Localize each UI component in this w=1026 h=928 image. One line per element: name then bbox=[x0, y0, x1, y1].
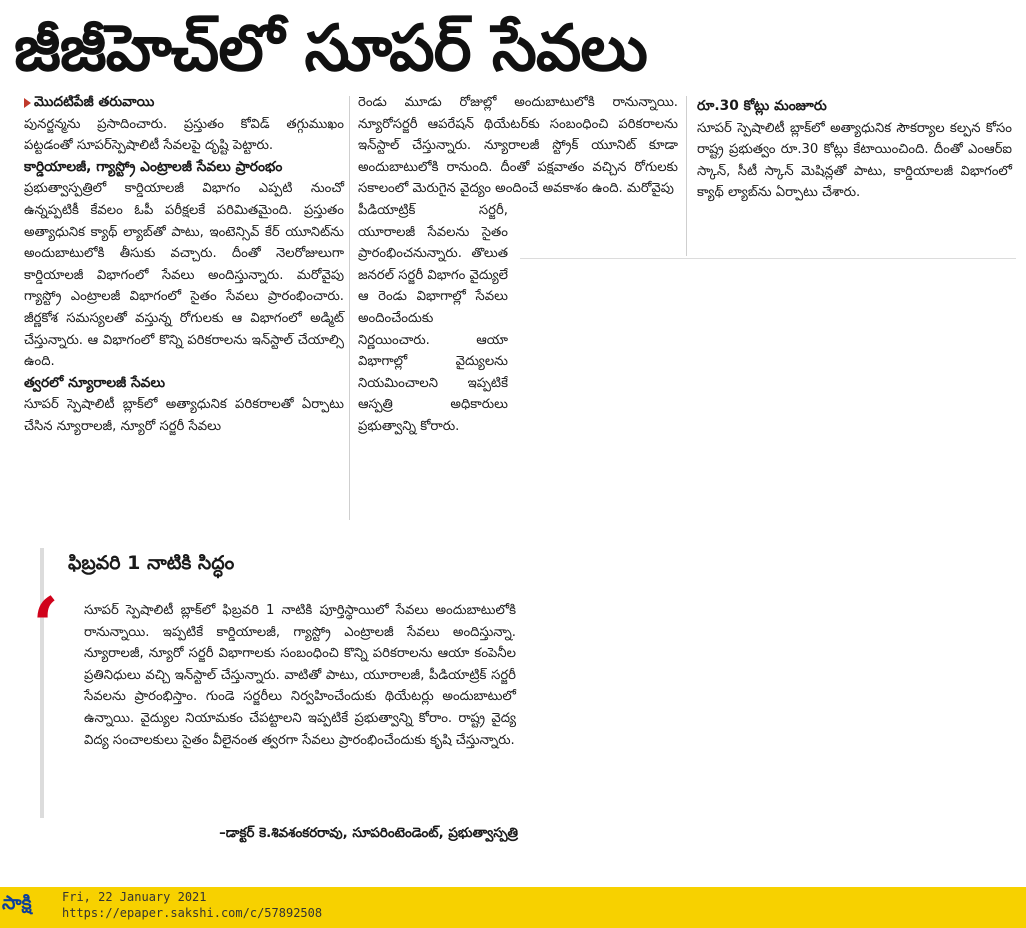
article-column-2 bbox=[358, 92, 678, 438]
headline: జీజీహెచ్‌లో సూపర్ సేవలు bbox=[14, 12, 647, 86]
article-column-1 bbox=[24, 92, 344, 438]
article-column-3 bbox=[697, 96, 1012, 204]
paragraph: రెండు మూడు రోజుల్లో అందుబాటులోకి రానున్నాయి. న్యూరోసర్జరీ ఆపరేషన్ థియేటర్‌కు సంబంధించి పరికరాలను ఇన్‌స్టాల్ చేస్తున్నారు. న్యూరాలజీ స్ట్రోక్ యూనిట్ కూడా అందుబాటులోకి రానుంది. దీంతో పక్షవాతం వచ్చిన రోగులకు సకాలంలో మెరుగైన వైద్యం అందించే అవకాశం ఉంది. మరోవైపు bbox=[358, 95, 678, 197]
quote-title: ఫిబ్రవరి 1 నాటికి సిద్ధం bbox=[68, 552, 235, 574]
subheading: రూ.30 కోట్లు మంజూరు bbox=[697, 98, 827, 114]
footer-date: Fri, 22 January 2021 bbox=[62, 890, 207, 904]
quote-body bbox=[84, 600, 516, 751]
paragraph: పీడియాట్రిక్ సర్జరీ, యూరాలజీ సేవలను సైతం ప్రారంభించనున్నారు. తొలుత జనరల్ సర్జరీ విభాగం వైద్యులే ఆ రెండు విభాగాల్లో సేవలు అందించేందుకు నిర్ణయించారు. ఆయా విభాగాల్లో వైద్యులను నియమించాలని ఇప్పటికే ఆస్పత్రి అధికారులు ప్రభుత్వాన్ని కోరారు. bbox=[358, 202, 508, 434]
paragraph: సూపర్ స్పెషాలిటీ బ్లాక్‌లో అత్యాధునిక పరికరాలతో ఏర్పాటు చేసిన న్యూరాలజీ, న్యూరో సర్జరీ సేవలు bbox=[24, 397, 344, 434]
sakshi-logo: సాక్షి bbox=[2, 892, 32, 914]
quote-text: సూపర్ స్పెషాలిటీ బ్లాక్‌లో ఫిబ్రవరి 1 నాటికి పూర్తిస్థాయిలో సేవలు అందుబాటులోకి రానున్నాయి. ఇప్పటికే కార్డియాలజీ, గ్యాస్ట్రో ఎంట్రాలజీ సేవలు అందిస్తున్నా. న్యూరాలజీ, న్యూరో సర్జరీ విభాగాలకు సంబంధించి కొన్ని పరికరాలను ఆయా కంపెనీల ప్రతినిధులు వచ్చి ఇన్‌స్టాల్ చేస్తున్నారు. వాటితో పాటు, యూరాలజీ, పీడియాట్రిక్ సర్జరీ సేవలను ప్రారంభిస్తాం. గుండె సర్జరీలు నిర్వహించేందుకు థియేటర్లు అందుబాటులో ఉన్నాయి. వైద్యుల నియామకం చేపట్టాలని ఇప్పటికే ప్రభుత్వాన్ని కోరాం. రాష్ట్ర వైద్య విద్య సంచాలకులు సైతం వీలైనంత త్వరగా సేవలు ప్రారంభించేందుకు కృషి చేస్తున్నారు. bbox=[84, 603, 516, 748]
column-divider bbox=[349, 96, 350, 520]
paragraph: సూపర్ స్పెషాలిటీ బ్లాక్‌లో అత్యాధునిక సౌకర్యాల కల్పన కోసం రాష్ట్ర ప్రభుత్వం రూ.30 కోట్లు కేటాయించింది. దీంతో ఎంఆర్‌ఐ స్కాన్, సీటీ స్కాన్ మెషిన్లతో పాటు, కార్డియాలజీ విభాగంలో క్యాథ్ ల్యాబ్‌ను ఏర్పాటు చేశారు. bbox=[697, 120, 1012, 201]
subheading: కార్డియాలజీ, గ్యాస్ట్రో ఎంట్రాలజీ సేవలు ప్రారంభం bbox=[24, 158, 283, 175]
continued-label bbox=[24, 92, 344, 114]
triangle-icon bbox=[24, 98, 31, 108]
footer-url[interactable]: https://epaper.sakshi.com/c/57892508 bbox=[62, 906, 323, 920]
quote-signature: –డాక్టర్ కె.శివశంకరరావు, సూపరింటెండెంట్, ప్రభుత్వాస్పత్రి bbox=[219, 826, 518, 841]
subheading: త్వరలో న్యూరాలజీ సేవలు bbox=[24, 374, 166, 391]
quote-mark-icon: ‘ bbox=[32, 581, 60, 672]
paragraph: ప్రభుత్వాస్పత్రిలో కార్డియాలజీ విభాగం ఎప్పటి నుంచో ఉన్నప్పటికీ కేవలం ఓపీ పరీక్షలకే పరిమితమైంది. ప్రస్తుతం అత్యాధునిక క్యాథ్ ల్యాబ్‌తో పాటు, ఇంటెన్సివ్ కేర్ యూనిట్‌ను అందుబాటులోకి తీసుకు వచ్చారు. దీంతో నెలరోజులుగా కార్డియాలజీ విభాగంలో సేవలు అందిస్తున్నారు. మరోవైపు గ్యాస్ట్రో ఎంట్రాలజీ విభాగంలో సైతం సేవలు ప్రారంభించారు. జీర్ణకోశ సమస్యలతో వస్తున్న రోగులకు ఆ విభాగంలో అడ్మిట్ చేస్తున్నారు. ఆ విభాగంలో కొన్ని పరికరాలను ఇన్‌స్టాల్ చేయాల్సి ఉంది. bbox=[24, 181, 344, 370]
paragraph: పునర్జన్మను ప్రసాదించారు. ప్రస్తుతం కోవిడ్ తగ్గుముఖం పట్టడంతో సూపర్‌స్పెషాలిటీ సేవలపై దృష్టి పెట్టారు. bbox=[24, 116, 344, 154]
column-divider bbox=[686, 96, 687, 256]
continued-text: మొదటిపేజీ తరువాయి bbox=[34, 94, 155, 110]
